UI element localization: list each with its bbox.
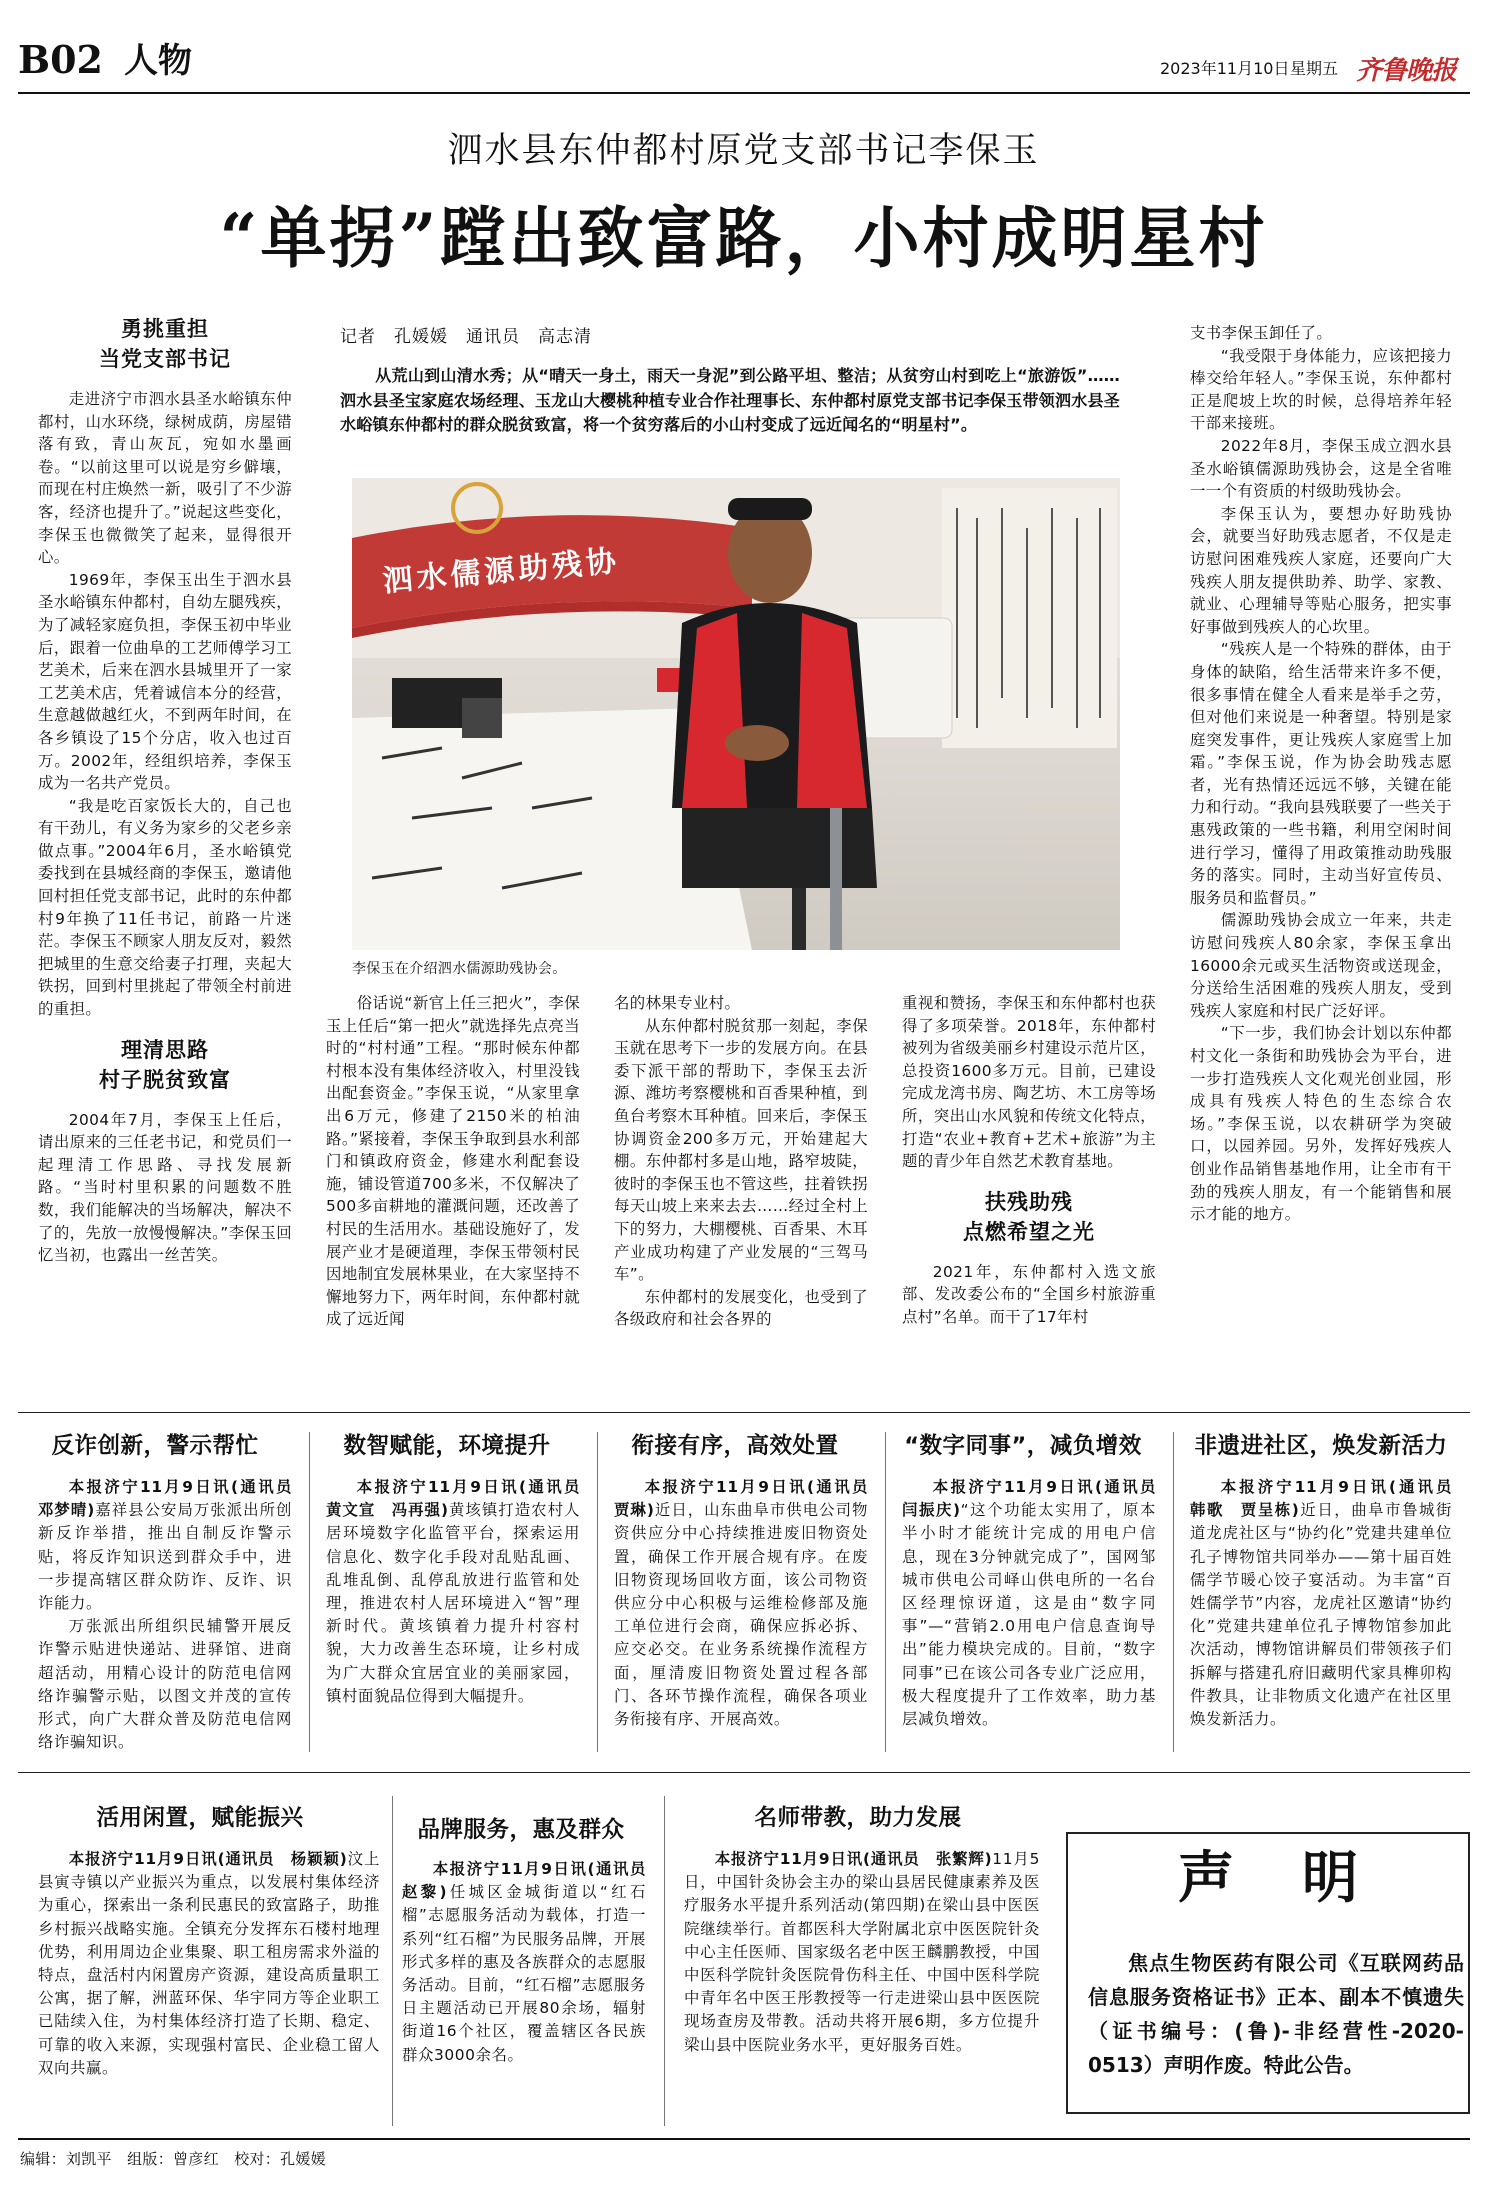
article-column-3 [614,992,868,1331]
brief-text: 黄垓镇打造农村人居环境数字化监管平台，探索运用信息化、数字化手段对乱贴乱画、乱堆乱倒、乱停乱放进行监管和处理，推进农村人居环境进入“智”理新时代。黄垓镇着力提升村容村貌，大力改善生态环境，让乡村成为广大群众宜居宜业的美丽家园，镇村面貌品位得到大幅提升。 [326,1501,580,1705]
photo-caption: 李保玉在介绍泗水儒源助残协会。 [352,961,567,977]
byline: 记者 孔媛媛 通讯员 高志清 [340,327,592,347]
header-rule [18,92,1470,94]
brief-divider [664,1796,665,2126]
brief-body [38,1476,308,1754]
brief-title: 品牌服务，惠及群众 [417,1817,625,1843]
notice-body: 焦点生物医药有限公司《互联网药品信息服务资格证书》正本、副本不慎遗失（证书编号：(鲁)-非经营性-2020-0513）声明作废。特此公告。 [1088,1951,1464,2077]
brief-divider [597,1432,598,1752]
brief-text: 任城区金城街道以“红石榴”志愿服务活动为载体，打造一系列“红石榴”为民服务品牌，开展形式多样的惠及各族群众的志愿服务活动。目前，“红石榴”志愿服务日主题活动已开展80余场，辐射街道16个社区，覆盖辖区各民族群众3000余名。 [402,1883,646,2064]
brief-text: 汶上县寅寺镇以产业振兴为重点，以发展村集体经济为重心，探索出一条利民惠民的致富路子，助推乡村振兴战略实施。全镇充分发挥东石楼村地理优势，利用周边企业集聚、职工租房需求外溢的特点，盘活村内闲置房产资源，建设高质量职工公寓，据了解，洲蓝环保、华宇同方等企业职工已陆续入住，为村集体经济打造了长期、稳定、可靠的收入来源，实现强村富民、企业稳工留人双向共赢。 [38,1850,380,2077]
brief-lead: 本报济宁11月9日讯(通讯员 邓梦晴) [38,1478,308,1520]
brief-lead: 本报济宁11月9日讯(通讯员 黄文宣 冯再强) [326,1478,596,1520]
footer-rule [18,2138,1470,2140]
headline: “单拐”蹚出致富路，小村成明星村 [219,199,1268,277]
brief-title: “数字同事”，减负增效 [904,1433,1142,1459]
brief-title: 反诈创新，警示帮忙 [51,1433,259,1459]
page-header [0,0,1487,86]
brief-body [684,1848,1040,2057]
issue-weekday: 星期五 [1290,59,1339,78]
article-paragraph: 名的林果专业村。 [614,994,741,1012]
section-name: 人物 [124,41,192,81]
brief-lead: 本报济宁11月9日讯(通讯员 韩歌 贾呈栋) [1190,1478,1468,1520]
article-paragraph: 重视和赞扬，李保玉和东仲都村也获得了多项荣誉。2018年，东仲都村被列为省级美丽乡村建设示范片区，总投资1600多万元。目前，已建设完成龙湾书房、陶艺坊、木工房等场所，突出山水风貌和传统文化特点，打造“农业+教育+艺术+旅游”为主题的青少年自然艺术教育基地。 [902,994,1156,1171]
article-column-1 [38,304,292,1267]
brief-body [326,1476,596,1708]
article-paragraph: “下一步，我们协会计划以东仲都村文化一条街和助残协会为平台，进一步打造残疾人文化观光创业园，形成具有残疾人特色的生态综合农场。”李保玉说，以农耕研学为突破口，以园养园。另外，发挥好残疾人创业作品销售基地作用，让全市有干劲的残疾人朋友，有一个能销售和展示才能的地方。 [1190,1024,1452,1224]
article-paragraph: 从东仲都村脱贫那一刻起，李保玉就在思考下一步的发展方向。在县委下派干部的帮助下，李保玉去沂源、潍坊考察樱桃和百香果种植，到鱼台考察木耳种植。回来后，李保玉协调资金200多万元，开始建起大棚。东仲都村多是山地，路窄坡陡，彼时的李保玉也不管这些，拄着铁拐每天山坡上来来去去……经过全村上下的努力，大棚樱桃、百香果、木耳产业成功构建了产业发展的“三驾马车”。 [614,1016,868,1284]
lead-paragraph: 从荒山到山清水秀；从“晴天一身土，雨天一身泥”到公路平坦、整洁；从贫穷山村到吃上“旅游饭”……泗水县圣宝家庭农场经理、玉龙山大樱桃种植专业合作社理事长、东仲都村原党支部书记李保玉带领泗水县圣水峪镇东仲都村的群众脱贫致富，将一个贫穷落后的小山村变成了远近闻名的“明星村”。 [340,366,1120,434]
article-paragraph: 东仲都村的发展变化，也受到了各级政府和社会各界的 [614,1287,868,1329]
article-paragraph: 2021年，东仲都村入选文旅部、发改委公布的“全国乡村旅游重点村”名单。而干了17年村 [902,1262,1156,1326]
brief-title: 数智赋能，环境提升 [343,1433,551,1459]
article-paragraph: “我是吃百家饭长大的，自己也有干劲儿，有义务为家乡的父老乡亲做点事。”2004年6月，圣水峪镇党委找到在县城经商的李保玉，邀请他回村担任党支部书记，此时的东仲都村9年换了11任书记，前路一片迷茫。李保玉不顾家人朋友反对，毅然把城里的生意交给妻子打理，夹起大铁拐，回到村里挑起了带领全村前进的重担。 [38,796,292,1019]
brief-divider [1173,1432,1174,1752]
article-paragraph: 支书李保玉卸任了。 [1190,324,1333,342]
subheading-2: 理清思路 村子脱贫致富 [99,1037,231,1092]
brief-body [1190,1476,1468,1731]
brief-text: 嘉祥县公安局万张派出所创新反诈举措，推出自制反诈警示贴，将反诈知识送到群众手中，进一步提高辖区群众防诈、反诈、识诈能力。 [38,1501,292,1613]
brief-title: 非遗进社区，焕发新活力 [1194,1433,1448,1459]
article-column-5 [1190,322,1452,1226]
page-code: B02 [18,37,103,82]
article-paragraph: 1969年，李保玉出生于泗水县圣水峪镇东仲都村，自幼左腿残疾，为了减轻家庭负担，李保玉初中毕业后，跟着一位曲阜的工艺师傅学习工艺美术，后来在泗水县城里开了一家工艺美术店，凭着诚信本分的经营，生意越做越红火，不到两年时间，在各乡镇设了15个分店，收入也过百万。2002年，经组织培养，李保玉成为一名共产党员。 [38,570,292,793]
brief-text: 万张派出所组织民辅警开展反诈警示贴进快递站、进驿馆、进商超活动，用精心设计的防范电信网络诈骗警示贴，以图文并茂的宣传形式，向广大群众普及防范电信网络诈骗知识。 [38,1617,292,1752]
photo-banner-text: 泗水儒源助残协 [381,543,622,600]
feature-photo [352,478,1120,950]
brief-text: “这个功能太实用了，原本半小时才能统计完成的用电户信息，现在3分钟就完成了”，国网邹城市供电公司峄山供电所的一名台区经理惊讶道，这是由“数字同事”—“营销2.0用电户信息查询导出”能力模块完成的。目前，“数字同事”已在该公司各专业广泛应用，极大程度提升了工作效率，助力基层减负增效。 [902,1501,1156,1729]
brief-divider [309,1432,310,1752]
brief-title: 活用闲置，赋能振兴 [96,1805,304,1831]
brief-lead: 本报济宁11月9日讯(通讯员 贾琳) [614,1478,884,1520]
article-paragraph: “我受限于身体能力，应该把接力棒交给年轻人。”李保玉说，东仲都村正是爬坡上坎的时候，总得培养年轻干部来接班。 [1190,346,1452,433]
kicker: 泗水县东仲都村原党支部书记李保玉 [447,131,1040,171]
article-paragraph: 儒源助残协会成立一年来，共走访慰问残疾人80余家，李保玉拿出16000余元或买生活物资或送现金，分送给生活困难的残疾人朋友，受到残疾人家庭和村民广泛好评。 [1190,911,1452,1020]
article-paragraph: 俗话说“新官上任三把火”，李保玉上任后“第一把火”就选择先点亮当时的“村村通”工程。“那时候东仲都村根本没有集体经济收入，村里没钱出配套资金。”李保玉说，“从家里拿出6万元，修建了2150米的柏油路。”紧接着，李保玉争取到县水利部门和镇政府资金，修建水利配套设施，铺设管道700多米，不仅解决了500多亩耕地的灌溉问题，还改善了村民的生活用水。基础设施好了，发展产业才是硬道理，李保玉带领村民因地制宜发展林果业，在大家坚持不懈地努力下，两年时间，东仲都村就成了远近闻 [326,994,580,1329]
brief-body [402,1858,662,2067]
notice-title: 声 明 [1178,1845,1364,1911]
article-paragraph: 2022年8月，李保玉成立泗水县圣水峪镇儒源助残协会，这是全省唯一一个有资质的村级助残协会。 [1190,436,1452,501]
brief-divider [885,1432,886,1752]
brief-lead: 本报济宁11月9日讯(通讯员 赵黎) [402,1860,662,1902]
article-paragraph: 李保玉认为，要想办好助残协会，就要当好助残志愿者，不仅是走访慰问困难残疾人家庭，还要向广大残疾人朋友提供助养、助学、家教、就业、心理辅导等贴心服务，把实事好事做到残疾人的心坎里。 [1190,504,1452,636]
paper-logo: 齐鲁晚报 [1356,56,1457,86]
brief-text: 11月5日，中国针灸协会主办的梁山县居民健康素养及医疗服务水平提升系列活动(第四期)在梁山县中医医院继续举行。首都医科大学附属北京中医医院针灸中心主任医师、国家级名老中医王麟鹏教授，中国中医科学院针灸医院骨伤科主任、中国中医科学院中青年名中医王彤教授等一行走进梁山县中医医院现场查房及带教。活动共将开展6期，多方位提升梁山县中医院业务水平，更好服务百姓。 [684,1850,1040,2054]
article-paragraph: 2004年7月，李保玉上任后，请出原来的三任老书记，和党员们一起理清工作思路、寻找发展新路。“当时村里积累的问题数不胜数，我们能解决的当场解决，解决不了的，先放一放慢慢解决。”李保玉回忆当初，也露出一丝苦笑。 [38,1110,292,1265]
brief-lead: 本报济宁11月9日讯(通讯员 张繁辉) [714,1850,993,1868]
section-divider [18,1772,1470,1773]
brief-title: 衔接有序，高效处置 [631,1433,839,1459]
brief-title: 名师带教，助力发展 [754,1805,962,1831]
brief-body [902,1476,1172,1731]
footer-credits: 编辑：刘凯平 组版：曾彦红 校对：孔媛媛 [20,2150,327,2168]
article-paragraph: 走进济宁市泗水县圣水峪镇东仲都村，山水环绕，绿树成荫，房屋错落有致，青山灰瓦，宛如水墨画卷。“以前这里可以说是穷乡僻壤，而现在村庄焕然一新，吸引了不少游客，经济也提升了。”说起这些变化，李保玉也微微笑了起来，显得很开心。 [38,390,292,567]
brief-body [614,1476,884,1731]
issue-date: 2023年11月10日 [1160,59,1290,78]
subheading-1: 勇挑重担 当党支部书记 [99,317,231,371]
brief-lead: 本报济宁11月9日讯(通讯员 杨颖颖) [68,1850,348,1868]
brief-body [38,1848,380,2080]
brief-text: 近日，曲阜市鲁城街道龙虎社区与“协约化”党建共建单位孔子博物馆共同举办——第十届百姓儒学节暖心饺子宴活动。为丰富“百姓儒学节”内容，龙虎社区邀请“协约化”党建共建单位孔子博物馆参加此次活动，博物馆讲解员们带领孩子们拆解与搭建孔府旧藏明代家具榫卯构件教具，让非物质文化遗产在社区里焕发新活力。 [1190,1501,1453,1729]
subheading-3: 扶残助残 点燃希望之光 [963,1189,1095,1244]
section-divider [18,1412,1470,1413]
article-column-2 [326,992,580,1331]
article-column-4 [902,992,1156,1329]
notice-box [1066,1832,1470,2114]
brief-divider [392,1796,393,2126]
article-paragraph: “残疾人是一个特殊的群体，由于身体的缺陷，给生活带来许多不便，很多事情在健全人看来是举手之劳，但对他们来说是一种奢望。特别是家庭突发事件，更让残疾人家庭雪上加霜。”李保玉说，作为协会助残志愿者，光有热情还远远不够，关键在能力和行动。“我向县残联要了一些关于惠残政策的一些书籍，利用空闲时间进行学习，懂得了用政策推动助残服务的落实。同时，主动当好宣传员、服务员和监督员。” [1190,640,1452,907]
brief-lead: 本报济宁11月9日讯(通讯员 闫振庆) [902,1478,1172,1520]
brief-text: 近日，山东曲阜市供电公司物资供应分中心持续推进废旧物资处置，确保工作开展合规有序。在废旧物资现场回收方面，该公司物资供应分中心积极与运维检修部及施工单位进行会商，确保应拆必拆、应交必交。在业务系统操作流程方面，厘清废旧物资处置过程各部门、各环节操作流程，确保各项业务衔接有序、开展高效。 [614,1501,868,1729]
